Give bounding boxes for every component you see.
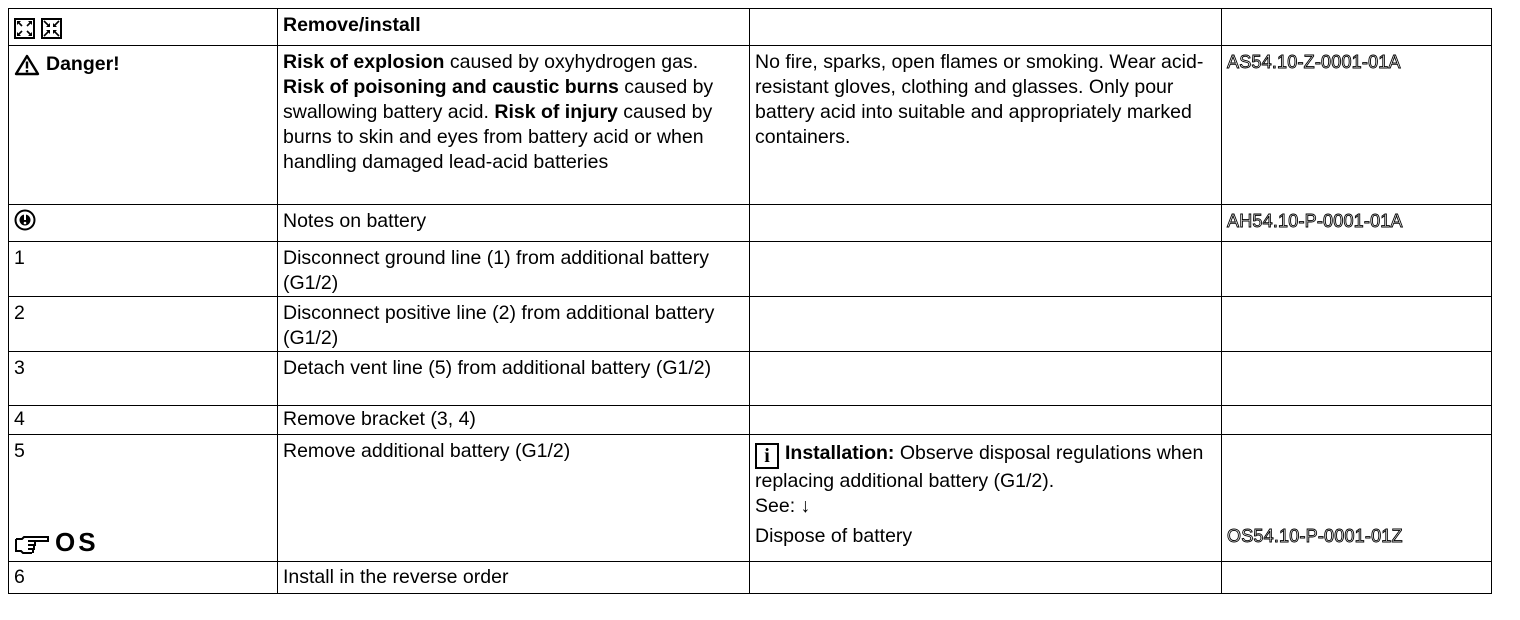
see-label: See: xyxy=(755,495,796,517)
step-number: 4 xyxy=(14,408,25,430)
step-text: Remove additional battery (G1/2) xyxy=(283,440,571,462)
step-text: Disconnect ground line (1) from additional battery (G1/2) xyxy=(283,247,709,294)
header-title-cell xyxy=(278,9,750,46)
info-icon: i xyxy=(755,443,779,469)
dispose-battery-link[interactable]: Dispose of battery xyxy=(755,525,913,547)
step-number: 6 xyxy=(14,566,25,588)
step-text: Remove bracket (3, 4) xyxy=(283,408,476,430)
pointing-hand-icon xyxy=(15,533,51,555)
notes-icon xyxy=(14,209,36,231)
header-row xyxy=(9,9,1492,46)
step-number: 1 xyxy=(14,247,25,269)
step-text: Detach vent line (5) from additional battery (G1/2) xyxy=(283,357,712,379)
installation-label: Installation: xyxy=(785,442,895,464)
procedure-table xyxy=(8,8,1492,594)
expand-icon[interactable] xyxy=(14,18,35,39)
step-row xyxy=(9,406,1492,435)
step-row xyxy=(9,352,1492,406)
danger-label: Danger! xyxy=(46,53,120,75)
os-label: OS xyxy=(55,527,99,557)
step-number: 3 xyxy=(14,357,25,379)
step-number: 5 xyxy=(14,440,25,462)
danger-row xyxy=(9,46,1492,205)
step-number: 2 xyxy=(14,302,25,324)
step-row xyxy=(9,297,1492,352)
danger-description: Risk of explosion caused by oxyhydrogen gas. Risk of poisoning and caustic burns caused by swallowing battery acid. Risk of injury caused by burns to skin and eyes from battery acid or when handling damaged lead-acid batteries xyxy=(278,46,750,205)
notes-reference-link[interactable]: AH54.10-P-0001-01A xyxy=(1227,211,1403,231)
danger-reference-link[interactable]: AS54.10-Z-0001-01A xyxy=(1227,52,1401,72)
step-row xyxy=(9,562,1492,594)
notes-text: Notes on battery xyxy=(283,210,427,232)
step-row xyxy=(9,435,1492,562)
page-title: Remove/install xyxy=(283,14,421,36)
collapse-icon[interactable] xyxy=(41,18,62,39)
installation-note: i Installation: Observe disposal regulations when replacing additional battery (G1/2). See: ↓ Dispose of battery xyxy=(750,435,1222,562)
step-row xyxy=(9,242,1492,297)
warning-triangle-icon xyxy=(14,54,40,76)
danger-measures: No fire, sparks, open flames or smoking. Wear acid-resistant gloves, clothing and glasses. Only pour battery acid into suitable and appropriately marked containers. xyxy=(750,46,1222,205)
see-arrow-icon[interactable]: ↓ xyxy=(800,495,811,517)
header-icons-cell xyxy=(9,9,278,46)
os-reference-link[interactable]: OS54.10-P-0001-01Z xyxy=(1227,526,1403,546)
notes-row xyxy=(9,205,1492,242)
step-text: Disconnect positive line (2) from additional battery (G1/2) xyxy=(283,302,715,349)
step-text: Install in the reverse order xyxy=(283,566,509,588)
